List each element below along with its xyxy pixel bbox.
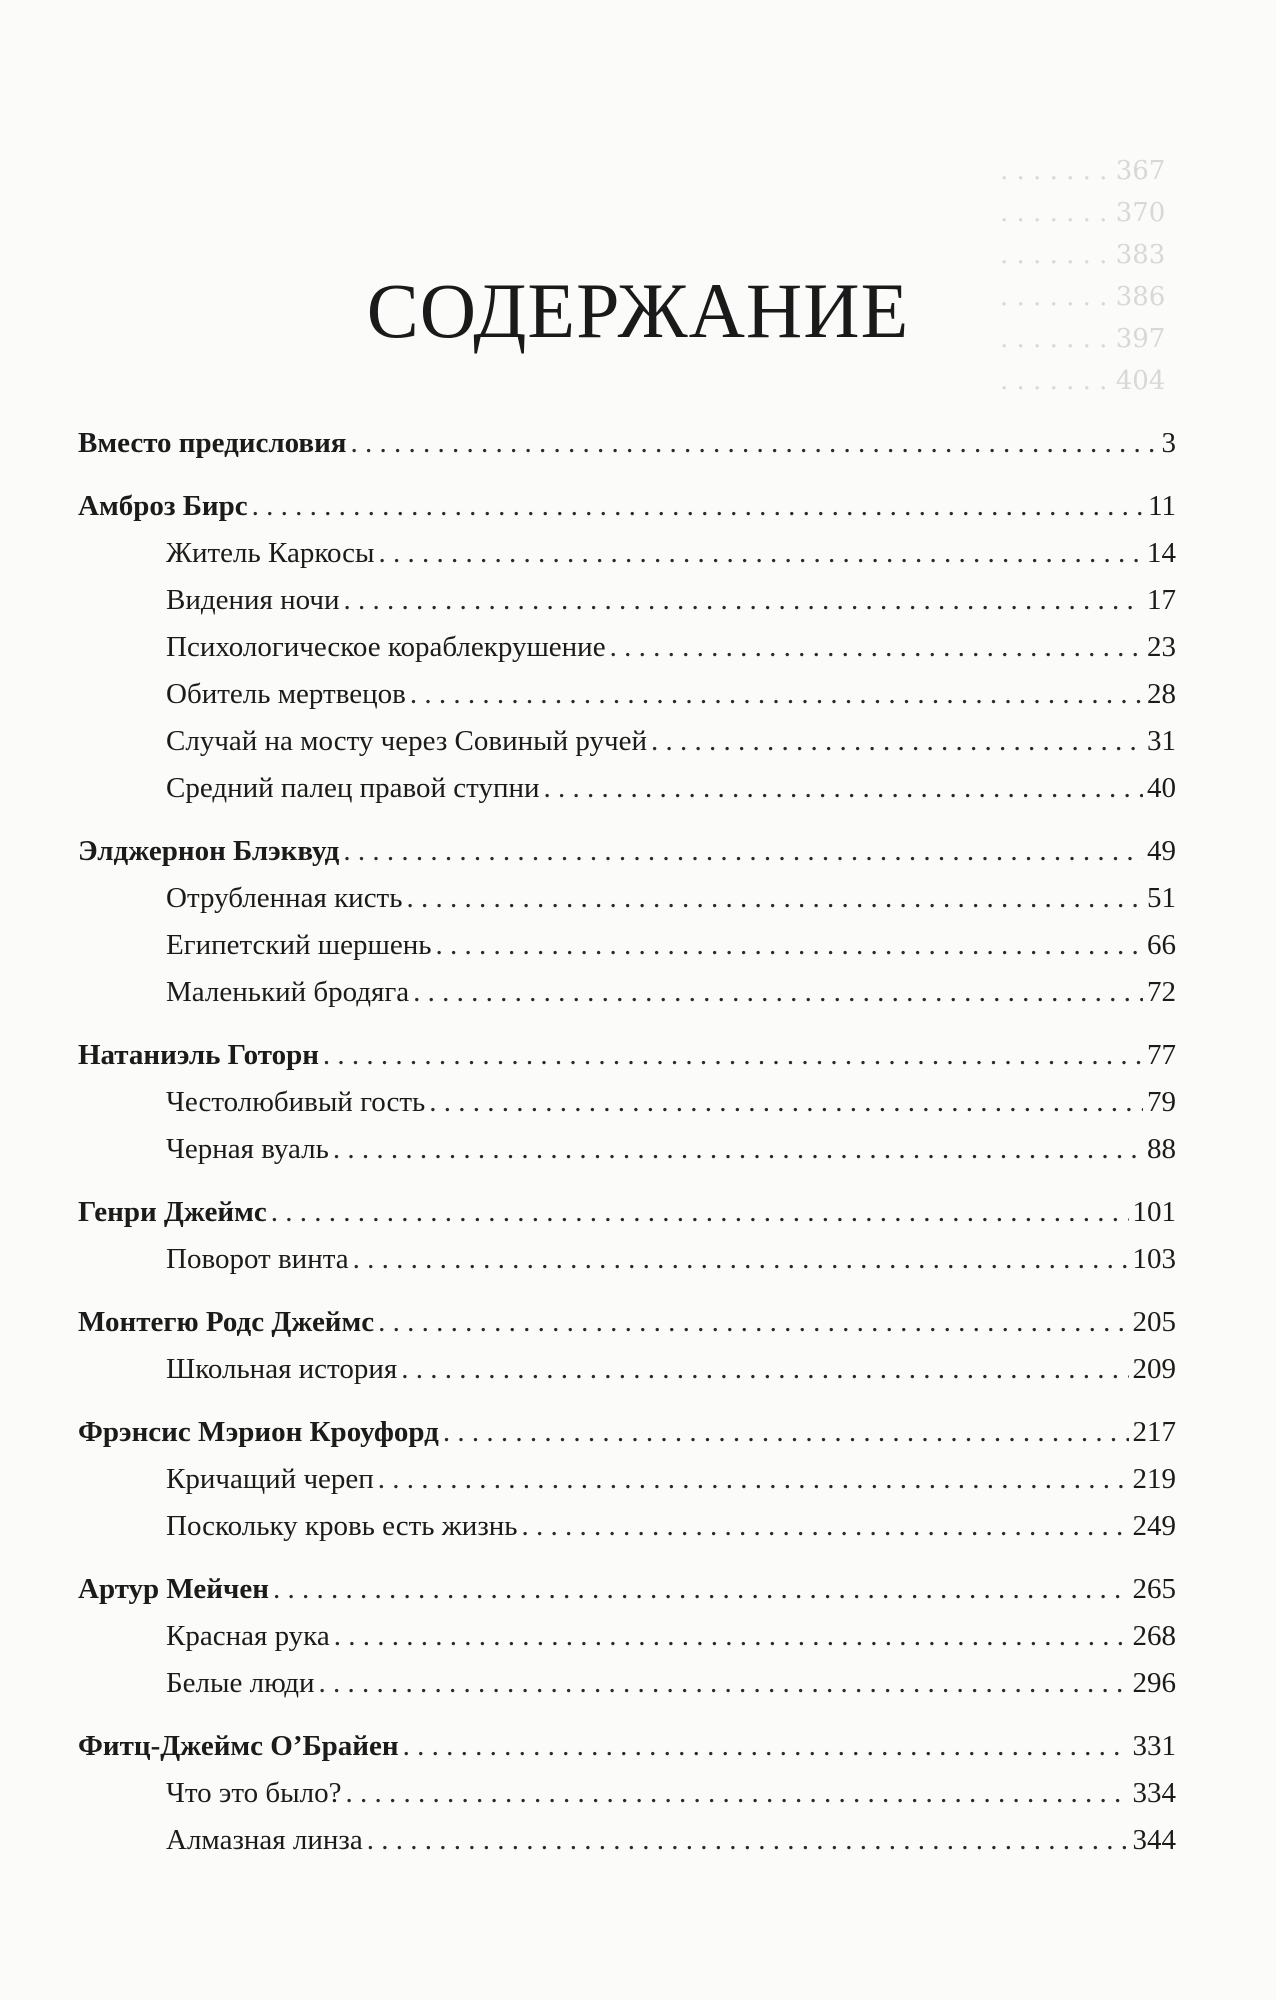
page-number: 209 [1132, 1353, 1176, 1385]
story-title: Случай на мосту через Совиный ручей [166, 725, 647, 757]
dot-leader [345, 1770, 1128, 1817]
dot-leader [413, 969, 1143, 1016]
story-title: Алмазная линза [166, 1824, 363, 1856]
toc-story-entry[interactable] [78, 1613, 1176, 1660]
dot-leader [344, 577, 1144, 624]
toc-author-entry[interactable] [78, 1723, 1176, 1770]
toc-story-entry[interactable] [78, 1770, 1176, 1817]
toc-author-entry[interactable] [78, 1409, 1176, 1456]
toc-author-entry[interactable] [78, 1189, 1176, 1236]
page-number: 249 [1132, 1510, 1176, 1542]
dot-leader [273, 1566, 1129, 1613]
toc-story-entry[interactable] [78, 1346, 1176, 1393]
dot-leader [252, 483, 1144, 530]
page-number: 77 [1147, 1039, 1176, 1071]
dot-leader [378, 1456, 1129, 1503]
story-title: Египетский шершень [166, 929, 432, 961]
dot-leader [271, 1189, 1129, 1236]
story-title: Маленький бродяга [166, 976, 410, 1008]
page-number: 101 [1132, 1196, 1176, 1228]
toc-story-entry[interactable] [78, 1126, 1176, 1173]
story-title: Психологическое кораблекрушение [166, 631, 606, 663]
dot-leader [378, 1299, 1128, 1346]
author-name: Монтегю Родс Джеймс [78, 1306, 375, 1338]
dot-leader [333, 1126, 1143, 1173]
toc-section [78, 1032, 1176, 1173]
toc-story-entry[interactable] [78, 624, 1176, 671]
toc-author-entry[interactable] [78, 1566, 1176, 1613]
page-number: 103 [1132, 1243, 1176, 1275]
toc-story-entry[interactable] [78, 1079, 1176, 1126]
dot-leader [435, 922, 1143, 969]
story-title: Белые люди [166, 1667, 315, 1699]
dot-leader [403, 1723, 1129, 1770]
dot-leader [343, 828, 1143, 875]
toc-story-entry[interactable] [78, 1456, 1176, 1503]
toc-author-entry[interactable] [78, 1032, 1176, 1079]
dot-leader [351, 420, 1158, 467]
dot-leader [544, 765, 1143, 812]
dot-leader [401, 1346, 1128, 1393]
author-name: Вместо предисловия [78, 427, 347, 459]
dot-leader [410, 671, 1143, 718]
page-number: 217 [1132, 1416, 1176, 1448]
page-number: 14 [1147, 537, 1176, 569]
toc-story-entry[interactable] [78, 1660, 1176, 1707]
toc-story-entry[interactable] [78, 969, 1176, 1016]
page-title: СОДЕРЖАНИЕ [366, 267, 910, 355]
dot-leader [406, 875, 1143, 922]
toc-author-entry[interactable] [78, 420, 1176, 467]
toc-author-entry[interactable] [78, 1299, 1176, 1346]
dot-leader [443, 1409, 1129, 1456]
page-number: 3 [1161, 427, 1176, 459]
toc-author-entry[interactable] [78, 828, 1176, 875]
page-number: 17 [1147, 584, 1176, 616]
page-number: 205 [1132, 1306, 1176, 1338]
story-title: Честолюбивый гость [166, 1086, 426, 1118]
dot-leader [353, 1236, 1129, 1283]
dot-leader [319, 1660, 1129, 1707]
dot-leader [323, 1032, 1143, 1079]
toc-story-entry[interactable] [78, 875, 1176, 922]
page-number: 88 [1147, 1133, 1176, 1165]
story-title: Поскольку кровь есть жизнь [166, 1510, 518, 1542]
page-number: 219 [1132, 1463, 1176, 1495]
author-name: Амброз Бирс [78, 490, 248, 522]
page-number: 296 [1132, 1667, 1176, 1699]
dot-leader [610, 624, 1143, 671]
author-name: Элджернон Блэквуд [78, 835, 340, 867]
page-number: 72 [1147, 976, 1176, 1008]
toc-section [78, 1189, 1176, 1283]
toc-section [78, 1566, 1176, 1707]
dot-leader [334, 1613, 1129, 1660]
dot-leader [429, 1079, 1143, 1126]
author-name: Фитц-Джеймс О’Брайен [78, 1730, 399, 1762]
page-number: 344 [1132, 1824, 1176, 1856]
story-title: Житель Каркосы [166, 537, 375, 569]
toc-story-entry[interactable] [78, 718, 1176, 765]
toc-section [78, 1299, 1176, 1393]
page-number: 49 [1147, 835, 1176, 867]
page-number: 79 [1147, 1086, 1176, 1118]
story-title: Красная рука [166, 1620, 330, 1652]
author-name: Артур Мейчен [78, 1573, 269, 1605]
toc-story-entry[interactable] [78, 1503, 1176, 1550]
story-title: Видения ночи [166, 584, 340, 616]
page-number: 31 [1147, 725, 1176, 757]
dot-leader [651, 718, 1143, 765]
story-title: Поворот винта [166, 1243, 349, 1275]
toc-story-entry[interactable] [78, 671, 1176, 718]
toc-story-entry[interactable] [78, 765, 1176, 812]
page-number: 11 [1148, 490, 1176, 522]
toc-section [78, 420, 1176, 467]
toc-story-entry[interactable] [78, 1236, 1176, 1283]
page-number: 265 [1132, 1573, 1176, 1605]
author-name: Натаниэль Готорн [78, 1039, 319, 1071]
toc-story-entry[interactable] [78, 922, 1176, 969]
toc-story-entry[interactable] [78, 1817, 1176, 1864]
toc-section [78, 1723, 1176, 1864]
show-through-decoration: . . . . . . . 367 . . . . . . . 370 . . . . . . . 383 . . . . . . . 386 . . . . . . . 397 . . . . . . . 404 [1000, 156, 1166, 396]
story-title: Отрубленная кисть [166, 882, 403, 914]
page-number: 268 [1132, 1620, 1176, 1652]
toc-section [78, 483, 1176, 812]
toc-story-entry[interactable] [78, 530, 1176, 577]
dot-leader [522, 1503, 1129, 1550]
page-number: 331 [1132, 1730, 1176, 1762]
toc-section [78, 828, 1176, 1016]
page-number: 51 [1147, 882, 1176, 914]
page-number: 66 [1147, 929, 1176, 961]
page-number: 334 [1132, 1777, 1176, 1809]
toc-author-entry[interactable] [78, 483, 1176, 530]
story-title: Обитель мертвецов [166, 678, 406, 710]
page-number: 40 [1147, 772, 1176, 804]
table-of-contents [78, 420, 1176, 1880]
story-title: Черная вуаль [166, 1133, 329, 1165]
dot-leader [367, 1817, 1129, 1864]
author-name: Генри Джеймс [78, 1196, 267, 1228]
toc-section [78, 1409, 1176, 1550]
story-title: Кричащий череп [166, 1463, 374, 1495]
story-title: Что это было? [166, 1777, 342, 1809]
toc-story-entry[interactable] [78, 577, 1176, 624]
page-number: 23 [1147, 631, 1176, 663]
story-title: Средний палец правой ступни [166, 772, 540, 804]
page-number: 28 [1147, 678, 1176, 710]
dot-leader [379, 530, 1143, 577]
author-name: Фрэнсис Мэрион Кроуфорд [78, 1416, 439, 1448]
story-title: Школьная история [166, 1353, 398, 1385]
